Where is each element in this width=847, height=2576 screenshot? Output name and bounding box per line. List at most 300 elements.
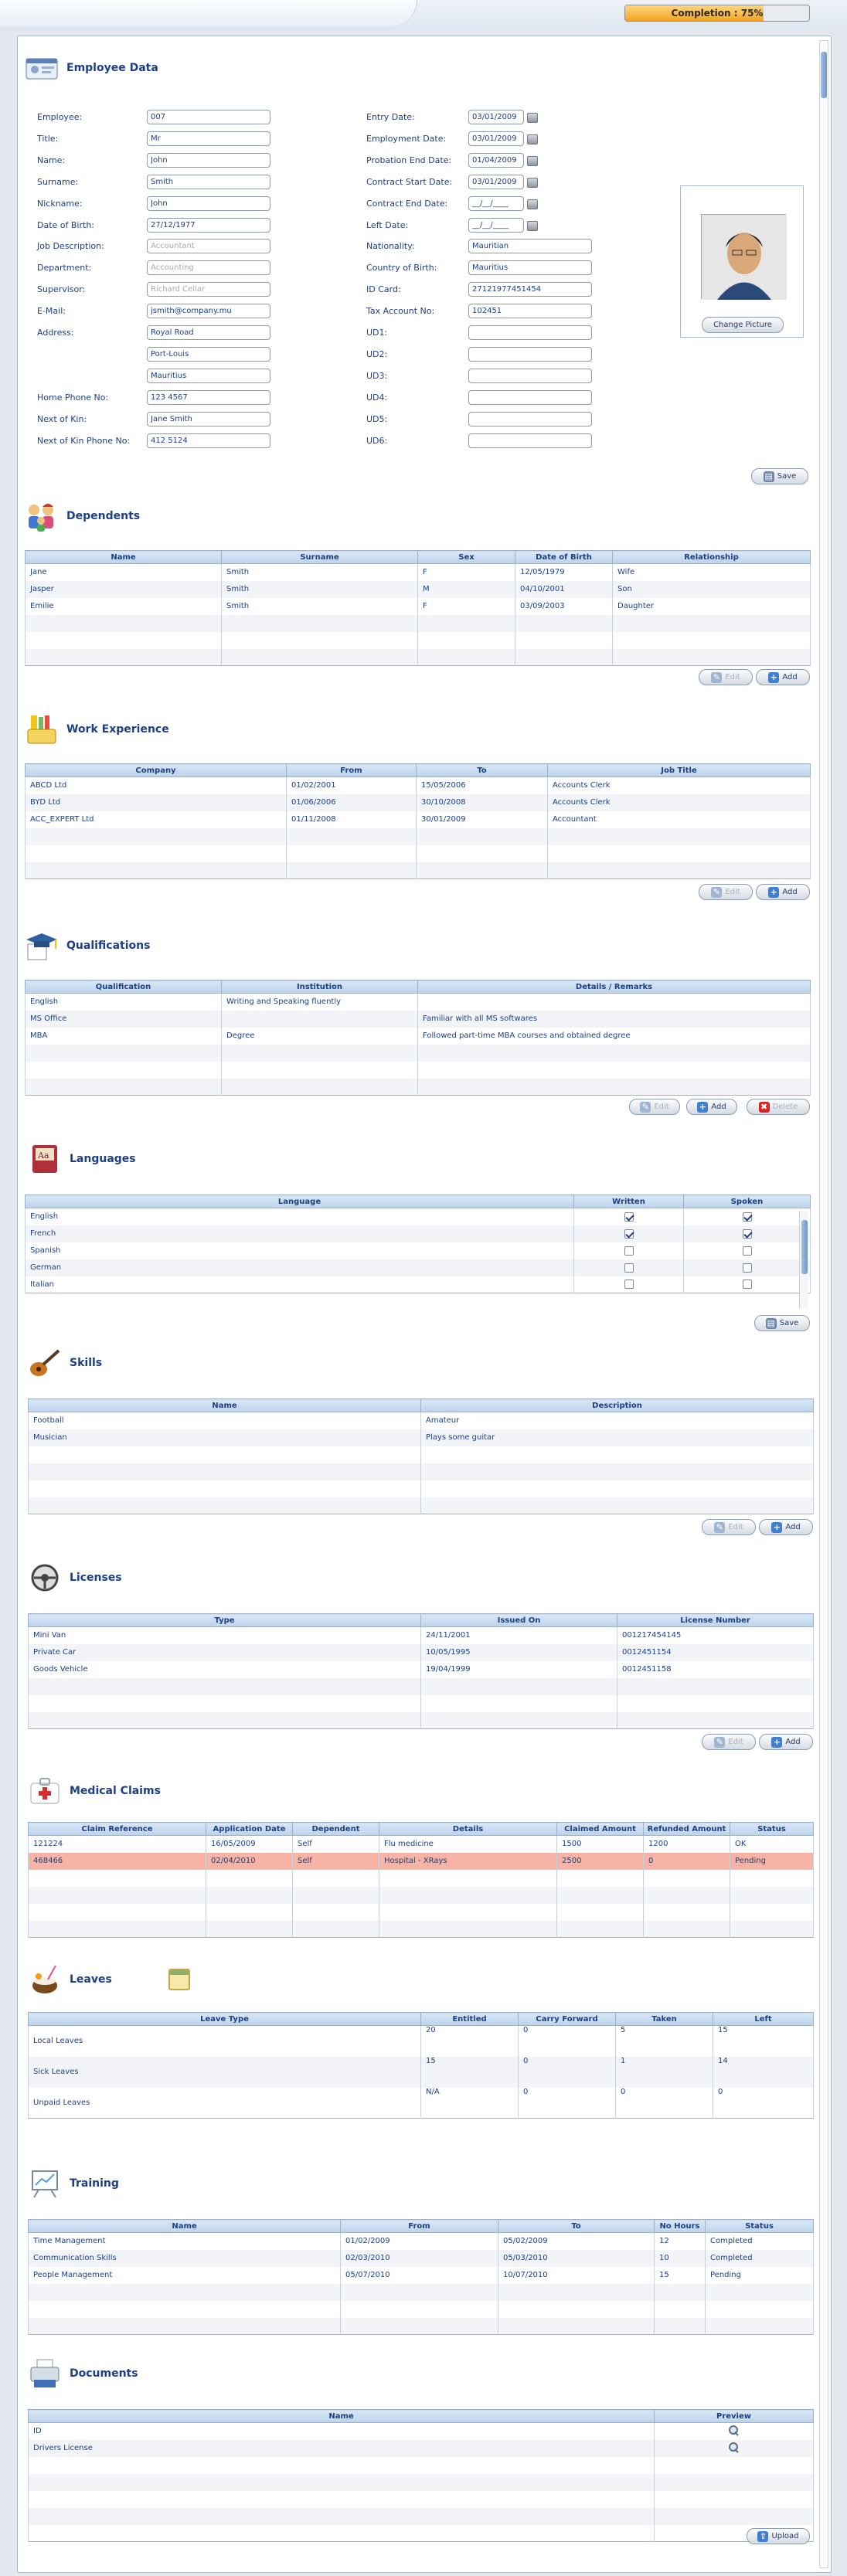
medical-cell: 468466 (29, 1853, 206, 1870)
qualifications-delete-button[interactable] (747, 1099, 810, 1115)
leaves-cell: Sick Leaves (29, 2057, 421, 2088)
change-picture-button[interactable] (702, 317, 784, 333)
written-checkbox[interactable] (624, 1246, 634, 1256)
leaves-col-2[interactable]: Carry Forward (519, 2013, 616, 2026)
medical-cell: 0 (644, 1853, 730, 1870)
dependents-row[interactable] (26, 581, 811, 598)
medical-cell (644, 1921, 730, 1938)
documents-cell (655, 2491, 814, 2508)
employee-field-input[interactable] (147, 304, 270, 318)
medical-cell: 2500 (557, 1853, 644, 1870)
work-edit-button[interactable] (699, 884, 753, 900)
documents-cell (29, 2457, 655, 2474)
licenses-edit-button[interactable] (702, 1734, 756, 1750)
leaves-header-row (29, 2013, 814, 2026)
leaves-notes-icon[interactable] (168, 1969, 190, 1990)
medical-col-3[interactable]: Details (379, 1823, 557, 1836)
skills-cell (421, 1480, 814, 1497)
dependents-header-row (26, 551, 811, 564)
employee-field-label: UD2: (366, 348, 388, 359)
leaves-col-1[interactable]: Entitled (421, 2013, 519, 2026)
documents-col-1[interactable]: Preview (655, 2410, 814, 2423)
training-cell: 10 (655, 2250, 706, 2267)
skills-edit-icon: ✎ (714, 1522, 725, 1533)
medical-cell (206, 1921, 293, 1938)
work-add-button[interactable] (756, 884, 810, 900)
medical-cell: Self (293, 1836, 379, 1853)
employee-field-input[interactable] (147, 347, 270, 362)
work-cell: 15/05/2006 (417, 777, 548, 794)
qualifications-cell (418, 994, 811, 1011)
medical-cell (29, 1887, 206, 1904)
medical-cell (379, 1921, 557, 1938)
work-row[interactable] (26, 811, 811, 828)
dependents-cell: Emilie (26, 598, 222, 615)
medical-col-4[interactable]: Claimed Amount (557, 1823, 644, 1836)
languages-save-button[interactable] (754, 1315, 810, 1331)
medical-col-1[interactable]: Application Date (206, 1823, 293, 1836)
qualifications-cell: Followed part-time MBA courses and obtained degree (418, 1028, 811, 1045)
medical-cell (293, 1870, 379, 1887)
leaves-col-4[interactable]: Left (713, 2013, 814, 2026)
training-row[interactable] (29, 2250, 814, 2267)
licenses-add-button-label: Add (785, 1738, 801, 1746)
skills-row (29, 1497, 814, 1514)
dependents-table (25, 550, 811, 666)
dependents-row (26, 615, 811, 632)
work-col-3[interactable]: Job Title (548, 764, 811, 777)
medical-cell (730, 1921, 814, 1938)
qualifications-col-0[interactable]: Qualification (26, 980, 222, 994)
qualifications-row[interactable] (26, 994, 811, 1011)
work-col-1[interactable]: From (287, 764, 417, 777)
languages-table (25, 1195, 811, 1293)
skills-add-icon: + (771, 1522, 782, 1533)
documents-cell: ID (29, 2423, 655, 2440)
leaves-cell: 15 (713, 2026, 814, 2057)
licenses-cell (29, 1678, 421, 1695)
dependents-col-2[interactable]: Sex (418, 551, 515, 564)
skills-row[interactable] (29, 1429, 814, 1446)
leaves-cell: 1 (616, 2057, 713, 2088)
vertical-scrollbar[interactable] (819, 40, 828, 2568)
employee-field-input[interactable] (468, 110, 524, 124)
qualifications-cell (418, 1062, 811, 1079)
dependents-row[interactable] (26, 564, 811, 581)
training-cell (498, 2284, 655, 2301)
languages-col-1[interactable]: Written (574, 1195, 684, 1208)
dependents-cell: 12/05/1979 (515, 564, 613, 581)
dependents-cell (613, 615, 811, 632)
leaves-cell: 0 (713, 2088, 814, 2119)
preview-icon[interactable] (729, 2425, 739, 2435)
leaves-row[interactable] (29, 2026, 814, 2057)
medical-header-row (29, 1823, 814, 1836)
dependents-cell (222, 615, 418, 632)
written-checkbox[interactable] (624, 1280, 634, 1289)
skills-row (29, 1463, 814, 1480)
licenses-cell: Mini Van (29, 1627, 421, 1644)
guitar-icon (28, 1347, 62, 1378)
dependents-edit-button-label: Edit (725, 673, 740, 681)
training-cell (706, 2284, 814, 2301)
spoken-checkbox[interactable] (743, 1280, 752, 1289)
training-cell: People Management (29, 2267, 341, 2284)
dependents-cell: Smith (222, 564, 418, 581)
documents-upload-button[interactable] (747, 2528, 810, 2544)
skills-row[interactable] (29, 1412, 814, 1429)
written-checkbox[interactable] (624, 1229, 634, 1239)
languages-cell (574, 1208, 684, 1225)
training-section-header (28, 2168, 119, 2199)
training-header-row (29, 2220, 814, 2233)
employee-field-input[interactable] (468, 131, 524, 146)
employee-field-input[interactable] (147, 390, 270, 405)
leaves-col-0[interactable]: Leave Type (29, 2013, 421, 2026)
licenses-row[interactable] (29, 1644, 814, 1661)
languages-row[interactable] (26, 1242, 811, 1259)
employee-field-input[interactable] (468, 369, 592, 383)
calendar-icon[interactable] (527, 221, 538, 231)
documents-row[interactable] (29, 2423, 814, 2440)
licenses-cell: 0012451154 (617, 1644, 814, 1661)
dependents-cell (26, 615, 222, 632)
employee-field-input[interactable] (147, 196, 270, 211)
training-row[interactable] (29, 2233, 814, 2250)
top-bar (0, 0, 847, 31)
skills-row (29, 1446, 814, 1463)
scrollbar-thumb[interactable] (821, 52, 827, 98)
licenses-col-1[interactable]: Issued On (421, 1614, 617, 1627)
work-cell: Accounts Clerk (548, 794, 811, 811)
employee-field-label: Department: (37, 263, 92, 274)
training-cell (341, 2284, 498, 2301)
training-cell: 05/02/2009 (498, 2233, 655, 2250)
dependents-row (26, 649, 811, 666)
qualifications-edit-button[interactable] (629, 1099, 680, 1115)
employee-field-label: UD4: (366, 392, 388, 403)
leaves-cell: 5 (616, 2026, 713, 2057)
languages-cell (684, 1208, 811, 1225)
employee-field-label: Job Description: (37, 241, 104, 252)
dependents-cell (418, 632, 515, 649)
training-col-2[interactable]: To (498, 2220, 655, 2233)
licenses-row[interactable] (29, 1661, 814, 1678)
whiteboard-icon (28, 2168, 62, 2199)
dependents-col-4[interactable]: Relationship (613, 551, 811, 564)
dictionary-icon (28, 1144, 62, 1174)
employee-field-input[interactable] (147, 218, 270, 233)
employee-field-input[interactable] (147, 110, 270, 124)
employee-save-button-label: Save (777, 472, 797, 481)
leaves-row[interactable] (29, 2088, 814, 2119)
medical-cell (379, 1887, 557, 1904)
employee-field-input[interactable] (468, 433, 592, 448)
skills-edit-button-label: Edit (728, 1523, 743, 1531)
dependents-cell (613, 649, 811, 666)
dependents-edit-button[interactable] (699, 669, 753, 685)
employee-save-button[interactable] (751, 468, 808, 484)
leaves-title: Leaves (70, 1973, 112, 1986)
qualifications-row[interactable] (26, 1011, 811, 1028)
employee-field-input (147, 282, 270, 297)
training-col-4[interactable]: Status (706, 2220, 814, 2233)
spoken-checkbox[interactable] (743, 1263, 752, 1273)
work-add-icon: + (768, 887, 779, 898)
employee-field-input[interactable] (147, 131, 270, 146)
work-table (25, 763, 811, 879)
skills-add-button[interactable] (759, 1519, 813, 1535)
languages-scrollbar[interactable] (799, 1211, 808, 1308)
licenses-col-2[interactable]: License Number (617, 1614, 814, 1627)
skills-col-1[interactable]: Description (421, 1399, 814, 1412)
calendar-icon[interactable] (527, 113, 538, 123)
licenses-cell (29, 1712, 421, 1729)
work-row[interactable] (26, 794, 811, 811)
employee-field-label: Title: (37, 133, 59, 144)
work-row[interactable] (26, 777, 811, 794)
medical-table (28, 1822, 814, 1938)
qualifications-delete-icon: ✖ (759, 1102, 770, 1113)
employee-field-input[interactable] (147, 412, 270, 427)
languages-cell (574, 1276, 684, 1293)
documents-cell (29, 2525, 655, 2542)
photo-frame (680, 185, 804, 338)
work-cell: 01/11/2008 (287, 811, 417, 828)
medical-cell (206, 1887, 293, 1904)
employee-field-label: UD3: (366, 370, 388, 381)
dependents-cell: Smith (222, 598, 418, 615)
languages-row[interactable] (26, 1225, 811, 1242)
work-cell (26, 862, 287, 879)
medical-cell (206, 1870, 293, 1887)
leaves-cell: 0 (519, 2088, 616, 2119)
employee-field-input[interactable] (468, 325, 592, 340)
employee-field-label: Contract Start Date: (366, 176, 453, 187)
calendar-icon[interactable] (527, 178, 538, 188)
training-cell (498, 2301, 655, 2318)
employee-title: Employee Data (66, 62, 158, 74)
qualifications-col-1[interactable]: Institution (222, 980, 418, 994)
skills-cell: Football (29, 1412, 421, 1429)
skills-col-0[interactable]: Name (29, 1399, 421, 1412)
qualifications-row[interactable] (26, 1028, 811, 1045)
medical-col-0[interactable]: Claim Reference (29, 1823, 206, 1836)
leaves-row[interactable] (29, 2057, 814, 2088)
work-cell (548, 828, 811, 845)
work-cell: Accountant (548, 811, 811, 828)
medical-cell (557, 1904, 644, 1921)
documents-cell (29, 2491, 655, 2508)
employee-field-input[interactable] (147, 153, 270, 168)
calendar-icon[interactable] (527, 134, 538, 144)
work-header-row (26, 764, 811, 777)
medical-title: Medical Claims (70, 1785, 161, 1797)
dependents-add-button[interactable] (756, 669, 810, 685)
spoken-checkbox[interactable] (743, 1246, 752, 1256)
work-cell: ACC_EXPERT Ltd (26, 811, 287, 828)
work-col-2[interactable]: To (417, 764, 548, 777)
qualifications-cell: English (26, 994, 222, 1011)
documents-upload-icon: ⇧ (757, 2531, 768, 2542)
training-cell (655, 2284, 706, 2301)
languages-row[interactable] (26, 1208, 811, 1225)
medical-cell (557, 1870, 644, 1887)
training-cell: 05/03/2010 (498, 2250, 655, 2267)
employee-field-input[interactable] (468, 390, 592, 405)
training-cell: 05/07/2010 (341, 2267, 498, 2284)
documents-upload-button-label: Upload (771, 2532, 799, 2540)
training-col-0[interactable]: Name (29, 2220, 341, 2233)
training-cell: Communication Skills (29, 2250, 341, 2267)
skills-cell (421, 1446, 814, 1463)
leaves-cell: Unpaid Leaves (29, 2088, 421, 2119)
languages-col-2[interactable]: Spoken (684, 1195, 811, 1208)
training-cell: 15 (655, 2267, 706, 2284)
qualifications-col-2[interactable]: Details / Remarks (418, 980, 811, 994)
employee-field-label: Surname: (37, 176, 79, 187)
languages-scrollbar-thumb[interactable] (801, 1220, 808, 1274)
employee-field-input[interactable] (468, 304, 592, 318)
medical-col-2[interactable]: Dependent (293, 1823, 379, 1836)
employee-field-input[interactable] (468, 175, 524, 189)
briefcase-icon (25, 714, 59, 745)
employee-field-input[interactable] (468, 412, 592, 427)
languages-row[interactable] (26, 1259, 811, 1276)
employee-field-input[interactable] (147, 433, 270, 448)
skills-add-button-label: Add (785, 1523, 801, 1531)
work-edit-icon: ✎ (711, 887, 722, 898)
languages-save-button-label: Save (779, 1319, 799, 1327)
spoken-checkbox[interactable] (743, 1212, 752, 1222)
qualifications-cell (418, 1045, 811, 1062)
languages-col-0[interactable]: Language (26, 1195, 574, 1208)
employee-field-input[interactable] (468, 347, 592, 362)
employee-field-input[interactable] (468, 239, 592, 253)
employee-save-icon: ▤ (764, 471, 773, 481)
leaves-col-3[interactable]: Taken (616, 2013, 713, 2026)
medical-cell (730, 1887, 814, 1904)
employee-field-input[interactable] (468, 282, 592, 297)
qualifications-title: Qualifications (66, 940, 151, 952)
qualifications-cell: MBA (26, 1028, 222, 1045)
employee-field-input[interactable] (147, 325, 270, 340)
employee-field-label: E-Mail: (37, 306, 66, 317)
employee-field-label: UD5: (366, 413, 388, 424)
skills-cell (29, 1463, 421, 1480)
employee-field-input[interactable] (468, 196, 524, 211)
medical-row[interactable] (29, 1853, 814, 1870)
training-col-3[interactable]: No Hours (655, 2220, 706, 2233)
dependents-cell: 03/09/2003 (515, 598, 613, 615)
documents-cell (29, 2508, 655, 2525)
medical-cell: 121224 (29, 1836, 206, 1853)
employee-field-label: Address: (37, 328, 74, 338)
medical-cell (730, 1870, 814, 1887)
languages-row[interactable] (26, 1276, 811, 1293)
dependents-cell: F (418, 564, 515, 581)
employee-field-input[interactable] (147, 175, 270, 189)
training-cell (706, 2318, 814, 2335)
languages-cell (684, 1276, 811, 1293)
dependents-cell: F (418, 598, 515, 615)
licenses-title: Licenses (70, 1572, 122, 1584)
medical-col-5[interactable]: Refunded Amount (644, 1823, 730, 1836)
dependents-cell (515, 615, 613, 632)
medical-cell (293, 1904, 379, 1921)
dependents-cell (26, 649, 222, 666)
dependents-col-3[interactable]: Date of Birth (515, 551, 613, 564)
qualifications-add-button[interactable] (686, 1099, 737, 1115)
medical-row[interactable] (29, 1836, 814, 1853)
written-checkbox[interactable] (624, 1212, 634, 1222)
skills-edit-button[interactable] (702, 1519, 756, 1535)
training-cell: 12 (655, 2233, 706, 2250)
qualifications-cell: MS Office (26, 1011, 222, 1028)
change-picture-button-label: Change Picture (713, 321, 772, 329)
qualifications-cell (26, 1079, 222, 1096)
training-table (28, 2219, 814, 2335)
employee-field-input[interactable] (468, 260, 592, 275)
employee-field-label: Name: (37, 155, 66, 165)
dependents-cell: Jasper (26, 581, 222, 598)
documents-cell (29, 2474, 655, 2491)
documents-row (29, 2508, 814, 2525)
dependents-row[interactable] (26, 598, 811, 615)
dependents-cell (418, 649, 515, 666)
training-row[interactable] (29, 2267, 814, 2284)
written-checkbox[interactable] (624, 1263, 634, 1273)
employee-field-input[interactable] (468, 218, 524, 233)
medical-col-6[interactable]: Status (730, 1823, 814, 1836)
calendar-icon[interactable] (527, 199, 538, 209)
employee-field-input[interactable] (147, 369, 270, 383)
languages-section-header (28, 1144, 136, 1174)
licenses-cell (421, 1695, 617, 1712)
work-col-0[interactable]: Company (26, 764, 287, 777)
languages-cell (684, 1225, 811, 1242)
spoken-checkbox[interactable] (743, 1229, 752, 1239)
qualifications-cell: Writing and Speaking fluently (222, 994, 418, 1011)
licenses-cell: Private Car (29, 1644, 421, 1661)
employee-field-input[interactable] (468, 153, 524, 168)
licenses-add-button[interactable] (759, 1734, 813, 1750)
dependents-title: Dependents (66, 510, 141, 522)
employee-field-label: Entry Date: (366, 112, 415, 122)
work-row (26, 845, 811, 862)
qualifications-cell (222, 1045, 418, 1062)
medical-cell (206, 1904, 293, 1921)
documents-col-0[interactable]: Name (29, 2410, 655, 2423)
licenses-row[interactable] (29, 1627, 814, 1644)
training-cell (29, 2301, 341, 2318)
calendar-icon[interactable] (527, 156, 538, 166)
employee-field-label: UD6: (366, 435, 388, 446)
licenses-cell (421, 1712, 617, 1729)
training-col-1[interactable]: From (341, 2220, 498, 2233)
employee-field-label: Employment Date: (366, 133, 447, 144)
medical-row (29, 1870, 814, 1887)
medical-cell (293, 1887, 379, 1904)
dependents-col-1[interactable]: Surname (222, 551, 418, 564)
dependents-col-0[interactable]: Name (26, 551, 222, 564)
dependents-cell (26, 632, 222, 649)
preview-icon[interactable] (729, 2442, 739, 2452)
licenses-header-row (29, 1614, 814, 1627)
licenses-col-0[interactable]: Type (29, 1614, 421, 1627)
employee-field-label: Probation End Date: (366, 155, 452, 165)
documents-row[interactable] (29, 2440, 814, 2457)
